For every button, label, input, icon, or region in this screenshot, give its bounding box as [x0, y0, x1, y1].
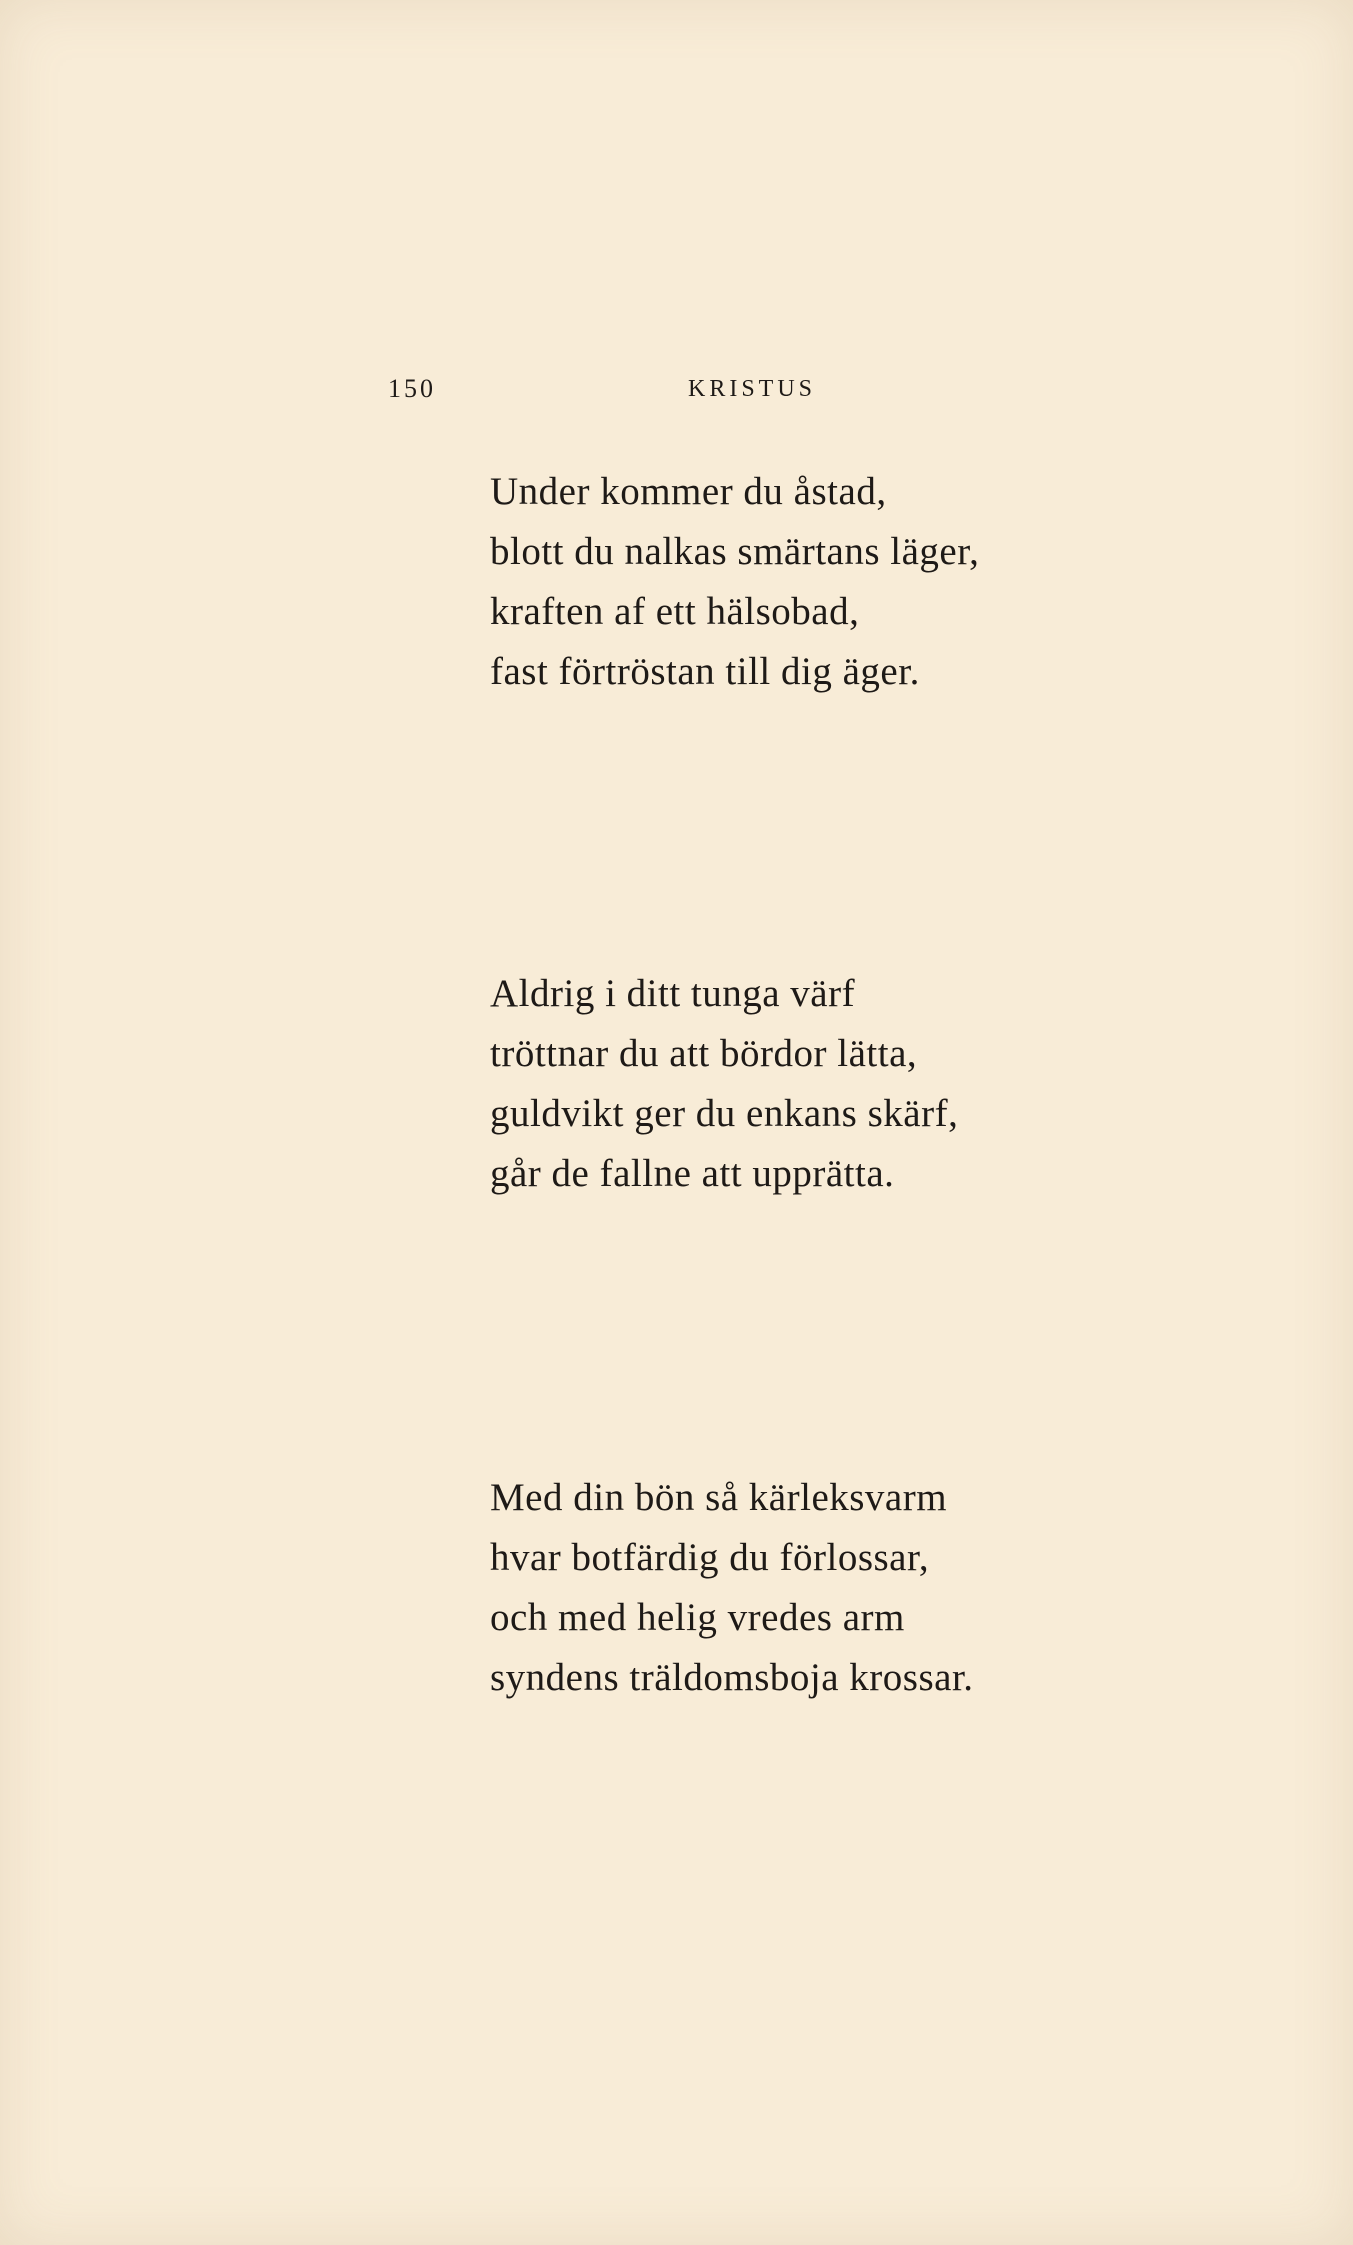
poem-line: hvar botfärdig du förlossar,: [490, 1536, 930, 1579]
poem-line: guldvikt ger du enkans skärf,: [490, 1092, 959, 1135]
poem-line: Under kommer du åstad,: [490, 470, 887, 513]
poem-line: fast förtröstan till dig äger.: [490, 650, 920, 693]
stanza-3: [490, 1468, 974, 1708]
stanza-1: [490, 462, 979, 702]
poem-line: Med din bön så kärleksvarm: [490, 1476, 948, 1519]
poem-line: Aldrig i ditt tunga värf: [490, 972, 856, 1015]
poem-line: och med helig vredes arm: [490, 1596, 905, 1639]
page-number: 150: [388, 374, 436, 403]
poem-line: blott du nalkas smärtans läger,: [490, 530, 980, 573]
poem-line: tröttnar du att bördor lätta,: [490, 1032, 918, 1075]
poem-line: syndens träldomsboja krossar.: [490, 1656, 974, 1699]
poem-line: kraften af ett hälsobad,: [490, 590, 860, 633]
running-head: KRISTUS: [688, 376, 817, 402]
stanza-2: [490, 964, 958, 1204]
poem-line: går de fallne att upprätta.: [490, 1152, 895, 1195]
